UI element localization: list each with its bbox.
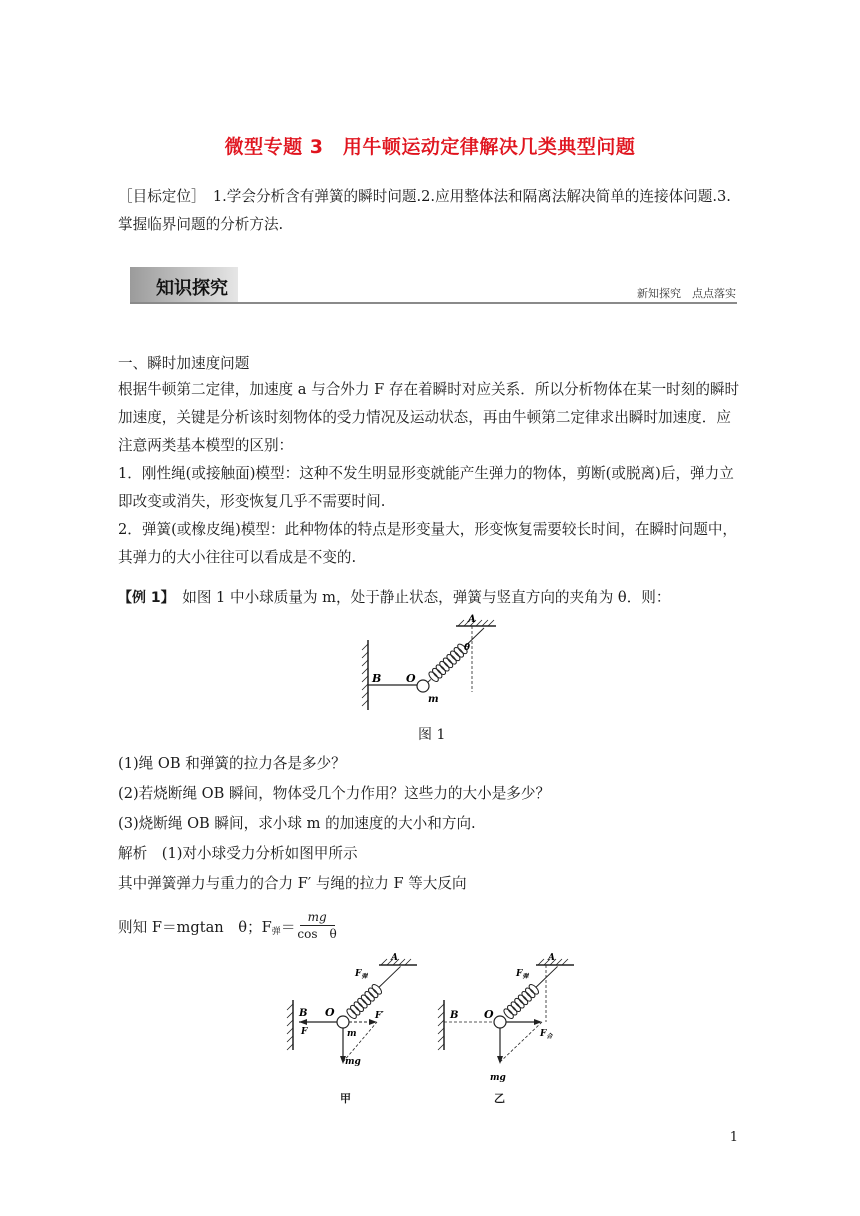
formula-denominator: cos θ xyxy=(297,927,337,941)
fig1-label-theta: θ xyxy=(464,643,471,653)
formula-numerator: mg xyxy=(300,910,335,926)
goal-text: ［目标定位］ 1.学会分析含有弹簧的瞬时问题.2.应用整体法和隔离法解决简单的连接体问题.3.掌握临界问题的分析方法. xyxy=(118,188,731,233)
solution-line-2: 其中弹簧弹力与重力的合力 F′ 与绳的拉力 F 等大反向 xyxy=(118,875,467,892)
banner-divider xyxy=(130,302,737,304)
banner-label: 知识探究 xyxy=(156,278,228,299)
jia-label-o: O xyxy=(325,1006,335,1019)
jia-label-a: A xyxy=(391,953,398,963)
figure-yi xyxy=(436,952,586,1083)
fig1-label-o: O xyxy=(406,672,416,685)
jia-label-m: m xyxy=(347,1029,357,1039)
question-1: (1)绳 OB 和弹簧的拉力各是多少？ xyxy=(118,755,346,772)
yi-label-a: A xyxy=(548,953,555,963)
formula-eq: ＝ xyxy=(280,918,296,936)
fig1-label-a: A xyxy=(468,614,476,625)
yi-label-fhe: $F_合$ xyxy=(540,1029,553,1040)
formula-fraction xyxy=(297,910,336,942)
formula-sub: 弹 xyxy=(271,926,281,937)
example-text: 如图 1 中小球质量为 m，处于静止状态，弹簧与竖直方向的夹角为 θ．则： xyxy=(167,589,671,606)
example-statement xyxy=(118,586,671,607)
question-2: (2)若烧断绳 OB 瞬间，物体受几个力作用？这些力的大小是多少？ xyxy=(118,785,551,802)
fig1-label-m: m xyxy=(428,694,439,705)
model-2-text: 2．弹簧(或橡皮绳)模型：此种物体的特点是形变量大，形变恢复需要较长时间，在瞬时问题中，其弹力的大小往往可以看成是不变的. xyxy=(118,521,738,566)
figure-jia xyxy=(285,952,425,1074)
banner-subtitle: 新知探究 点点落实 xyxy=(637,287,736,300)
page-number: 1 xyxy=(729,1130,738,1145)
formula xyxy=(118,910,337,942)
figure-jia-caption: 甲 xyxy=(340,1092,351,1105)
figure-1-caption: 图 1 xyxy=(418,727,446,743)
model-1-text: 1．刚性绳(或接触面)模型：这种不发生明显形变就能产生弹力的物体，剪断(或脱离)后，弹力立即改变或消失，形变恢复几乎不需要时间. xyxy=(118,465,734,510)
jia-label-f: F xyxy=(301,1027,308,1037)
fig1-label-b: B xyxy=(372,672,382,685)
page-title: 微型专题 3 用牛顿运动定律解决几类典型问题 xyxy=(224,136,636,158)
yi-label-o: O xyxy=(484,1008,494,1021)
yi-label-b: B xyxy=(450,1010,459,1021)
formula-prefix: 则知 F＝mgtan θ；F xyxy=(118,918,272,936)
section-heading: 一、瞬时加速度问题 xyxy=(118,355,250,372)
jia-label-mg: mg xyxy=(345,1057,361,1067)
section-text: 根据牛顿第二定律，加速度 a 与合外力 F 存在着瞬时对应关系．所以分析物体在某一时刻的瞬时加速度，关键是分析该时刻物体的受力情况及运动状态，再由牛顿第二定律求出瞬时加速度．应注意两类基本模型的区别： xyxy=(118,381,740,454)
yi-label-fspring: $F_弹$ xyxy=(516,969,529,980)
solution-intro: 解析 (1)对小球受力分析如图甲所示 xyxy=(118,845,358,862)
jia-label-fspring: $F_弹$ xyxy=(355,969,368,980)
jia-label-b: B xyxy=(299,1008,308,1019)
yi-label-mg: mg xyxy=(490,1073,506,1083)
figure-1 xyxy=(360,612,510,714)
jia-label-fprime: F′ xyxy=(375,1011,384,1021)
figure-yi-caption: 乙 xyxy=(494,1092,505,1105)
question-3: (3)烧断绳 OB 瞬间，求小球 m 的加速度的大小和方向. xyxy=(118,815,476,832)
example-tag: 【例 1】 xyxy=(118,590,168,606)
